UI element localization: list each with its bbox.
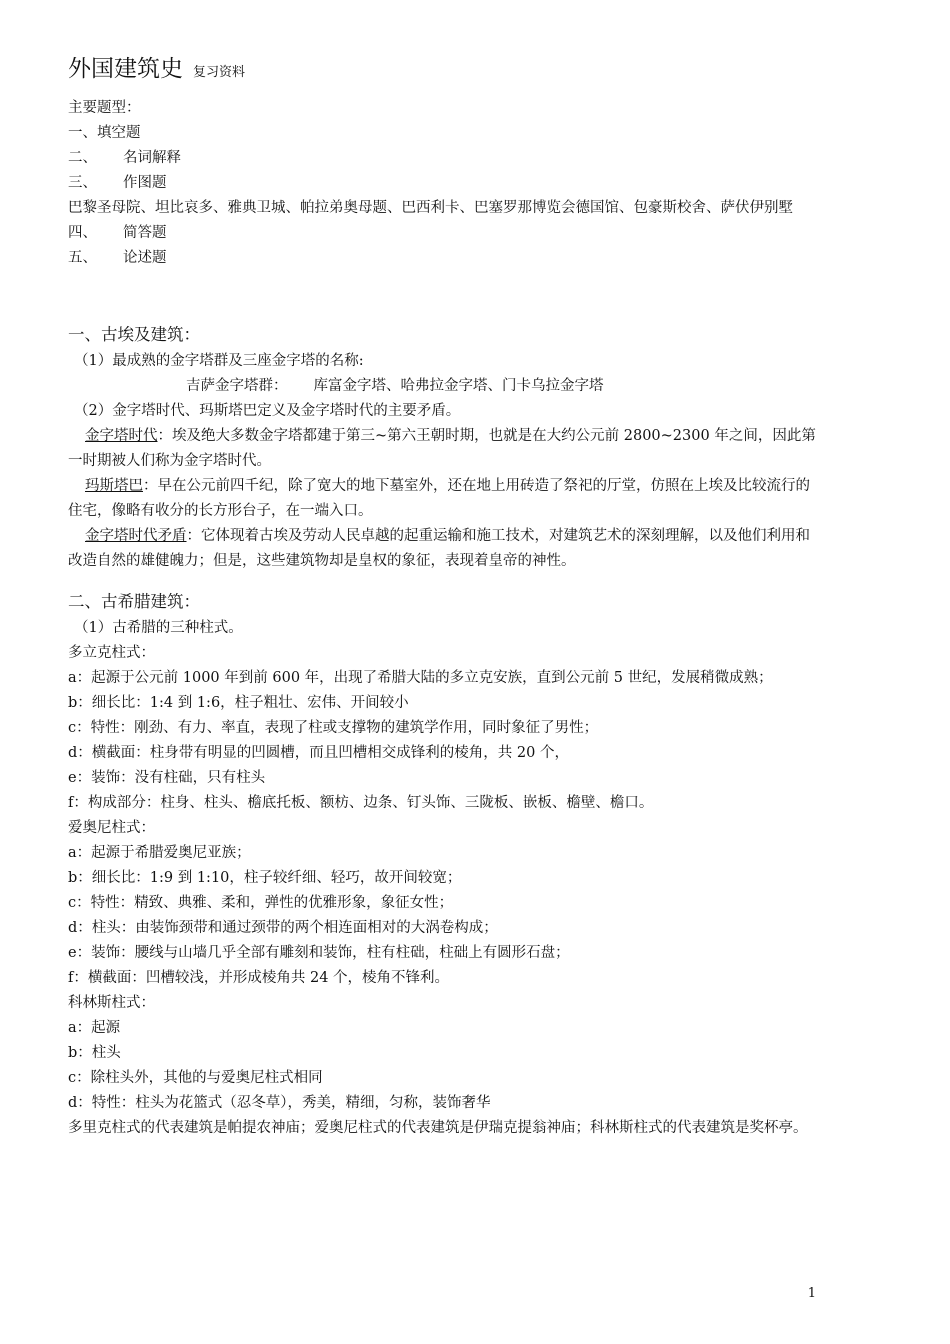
question-line: （1）最成熟的金字塔群及三座金字塔的名称: bbox=[74, 353, 364, 369]
order-heading-corinthian: 科林斯柱式： bbox=[68, 995, 155, 1011]
question-line: （1）古希腊的三种柱式。 bbox=[74, 620, 243, 636]
page-subtitle: 复习资料 bbox=[193, 65, 246, 80]
list-item: c：特性：刚劲、有力、率直，表现了柱或支撑物的建筑学作用，同时象征了男性； bbox=[68, 720, 599, 736]
order-heading-doric: 多立克柱式： bbox=[68, 645, 155, 661]
section-heading: 二、古希腊建筑： bbox=[68, 592, 200, 611]
question-type-item: 一、填空题 bbox=[68, 125, 141, 141]
question-line: （2）金字塔时代、玛斯塔巴定义及金字塔时代的主要矛盾。 bbox=[74, 403, 461, 419]
page-number: 1 bbox=[807, 1286, 816, 1301]
section-heading: 一、古埃及建筑： bbox=[68, 325, 200, 344]
list-item: b：细长比：1:9 到 1:10，柱子较纤细、轻巧，故开间较宽； bbox=[68, 870, 462, 886]
answer-line: 吉萨金字塔群： 库富金字塔、哈弗拉金字塔、门卡乌拉金字塔 bbox=[186, 378, 604, 394]
list-item: d：柱头：由装饰颈带和通过颈带的两个相连面相对的大涡卷构成； bbox=[68, 920, 498, 936]
summary-paragraph: 多里克柱式的代表建筑是帕提农神庙；爱奥尼柱式的代表建筑是伊瑞克提翁神庙；科林斯柱式的代表建筑是奖杯亭。 bbox=[68, 1120, 808, 1136]
list-item: d：特性：柱头为花篮式（忍冬草），秀美，精细，匀称，装饰奢华 bbox=[68, 1095, 491, 1111]
question-type-item: 三、 作图题 bbox=[68, 175, 167, 191]
document-body bbox=[68, 96, 820, 1141]
list-item: d：横截面：柱身带有明显的凹圆槽，而且凹槽相交成锋利的棱角，共 20 个， bbox=[68, 745, 569, 761]
title-row bbox=[68, 50, 245, 83]
list-item: a：起源于公元前 1000 年到前 600 年，出现了希腊大陆的多立克安族，直到公元前 5 世纪，发展稍微成熟； bbox=[68, 670, 773, 686]
term-label: 金字塔时代矛盾 bbox=[85, 528, 187, 544]
list-item: f：横截面：凹槽较浅，并形成棱角共 24 个，棱角不锋利。 bbox=[68, 970, 450, 986]
definition-paragraph: 玛斯塔巴：早在公元前四千纪，除了宽大的地下墓室外，还在地上用砖造了祭祀的厅堂，仿照在上埃及比较流行的住宅，像略有收分的长方形台子，在一端入口。 bbox=[68, 478, 810, 519]
question-types-heading: 主要题型： bbox=[68, 100, 141, 116]
question-type-item: 四、 简答题 bbox=[68, 225, 167, 241]
list-item: a：起源 bbox=[68, 1020, 121, 1036]
list-item: f：构成部分：柱身、柱头、檐底托板、额枋、边条、钉头饰、三陇板、嵌板、檐壁、檐口。 bbox=[68, 795, 654, 811]
definition-paragraph: 金字塔时代矛盾：它体现着古埃及劳动人民卓越的起重运输和施工技术，对建筑艺术的深刻理解，以及他们利用和改造自然的雄健魄力；但是，这些建筑物却是皇权的象征，表现着皇帝的神性。 bbox=[68, 528, 810, 569]
term-label: 玛斯塔巴 bbox=[85, 478, 143, 494]
term-label: 金字塔时代 bbox=[85, 428, 158, 444]
question-type-item: 五、 论述题 bbox=[68, 250, 167, 266]
list-item: e：装饰：没有柱础，只有柱头 bbox=[68, 770, 266, 786]
order-heading-ionic: 爱奥尼柱式： bbox=[68, 820, 155, 836]
list-item: c：特性：精致、典雅、柔和，弹性的优雅形象，象征女性； bbox=[68, 895, 454, 911]
list-item: b：柱头 bbox=[68, 1045, 121, 1061]
definition-paragraph: 金字塔时代：埃及绝大多数金字塔都建于第三~第六王朝时期，也就是在大约公元前 2800~2300 年之间，因此第一时期被人们称为金字塔时代。 bbox=[68, 428, 816, 469]
question-type-item: 二、 名词解释 bbox=[68, 150, 181, 166]
list-item: c：除柱头外，其他的与爱奥尼柱式相同 bbox=[68, 1070, 323, 1086]
list-item: b：细长比：1:4 到 1:6，柱子粗壮、宏伟、开间较小 bbox=[68, 695, 409, 711]
drawing-topics: 巴黎圣母院、坦比哀多、雅典卫城、帕拉弟奥母题、巴西利卡、巴塞罗那博览会德国馆、包豪斯校舍、萨伏伊别墅 bbox=[68, 200, 793, 216]
page-title: 外国建筑史 bbox=[68, 56, 183, 82]
list-item: a：起源于希腊爱奥尼亚族； bbox=[68, 845, 251, 861]
list-item: e：装饰：腰线与山墙几乎全部有雕刻和装饰，柱有柱础，柱础上有圆形石盘； bbox=[68, 945, 570, 961]
